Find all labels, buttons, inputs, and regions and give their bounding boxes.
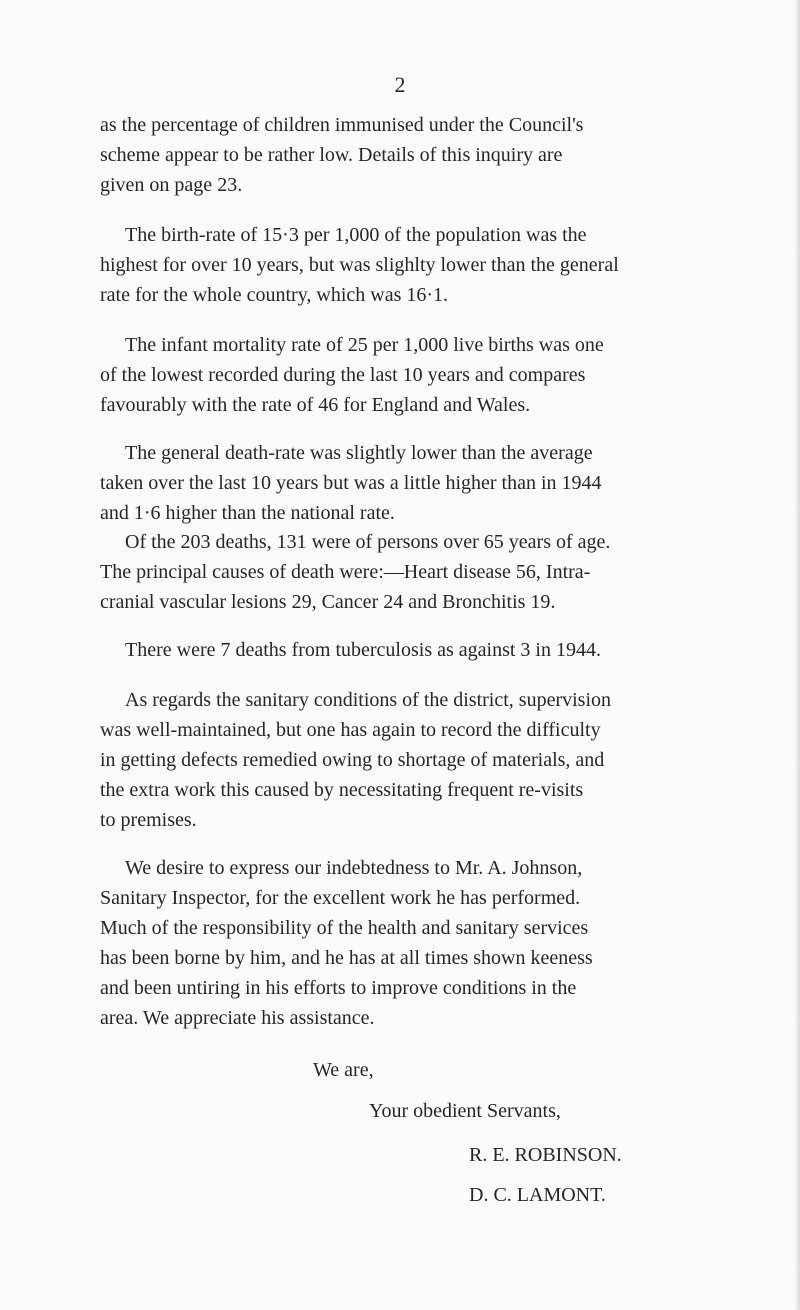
text-line: As regards the sanitary conditions of the district, supervision (125, 689, 612, 711)
signatory-name: R. E. ROBINSON. (469, 1144, 622, 1166)
paragraph-immunisation (100, 110, 740, 200)
signatory-name: D. C. LAMONT. (469, 1184, 606, 1206)
text-line: of the lowest recorded during the last 10 years and compares (100, 364, 586, 386)
text-line: as the percentage of children immunised under the Council's (100, 114, 584, 136)
text-line: cranial vascular lesions 29, Cancer 24 and Bronchitis 19. (100, 591, 556, 613)
paragraph-death-rate (100, 438, 740, 528)
text-line: and been untiring in his efforts to improve conditions in the (100, 977, 577, 999)
text-line: We desire to express our indebtedness to Mr. A. Johnson, (125, 857, 583, 879)
text-line: has been borne by him, and he has at all times shown keeness (100, 947, 593, 969)
text-line: Sanitary Inspector, for the excellent work he has performed. (100, 887, 581, 909)
paragraph-deaths (100, 527, 740, 617)
page-number: 2 (394, 72, 406, 97)
text-line: The general death-rate was slightly lower than the average (125, 442, 593, 464)
closing-valediction: Your obedient Servants, (369, 1100, 561, 1122)
paragraph-birth-rate (100, 220, 740, 310)
text-line: There were 7 deaths from tuberculosis as against 3 in 1944. (125, 639, 601, 661)
text-line: The infant mortality rate of 25 per 1,000 live births was one (125, 334, 604, 356)
text-line: The birth-rate of 15·3 per 1,000 of the population was the (125, 224, 587, 246)
text-line: favourably with the rate of 46 for England and Wales. (100, 394, 531, 416)
text-line: in getting defects remedied owing to shortage of materials, and (100, 749, 605, 771)
paragraph-tuberculosis (100, 635, 740, 665)
paragraph-infant-mortality (100, 330, 740, 420)
text-line: taken over the last 10 years but was a little higher than in 1944 (100, 472, 602, 494)
text-line: Much of the responsibility of the health and sanitary services (100, 917, 589, 939)
text-line: rate for the whole country, which was 16·1. (100, 284, 449, 306)
text-line: and 1·6 higher than the national rate. (100, 502, 395, 524)
text-line: area. We appreciate his assistance. (100, 1007, 375, 1029)
page-edge-shadow (794, 0, 800, 1310)
text-line: The principal causes of death were:—Heart disease 56, Intra- (100, 561, 591, 583)
text-line: given on page 23. (100, 174, 243, 196)
text-line: scheme appear to be rather low. Details of this inquiry are (100, 144, 563, 166)
paragraph-sanitary-conditions (100, 685, 740, 835)
text-line: Of the 203 deaths, 131 were of persons over 65 years of age. (125, 531, 611, 553)
text-line: highest for over 10 years, but was slighlty lower than the general (100, 254, 619, 276)
text-line: the extra work this caused by necessitating frequent re-visits (100, 779, 584, 801)
paragraph-acknowledgement (100, 853, 740, 1033)
closing-salutation: We are, (313, 1059, 374, 1081)
text-line: was well-maintained, but one has again to record the difficulty (100, 719, 601, 741)
text-line: to premises. (100, 809, 197, 831)
